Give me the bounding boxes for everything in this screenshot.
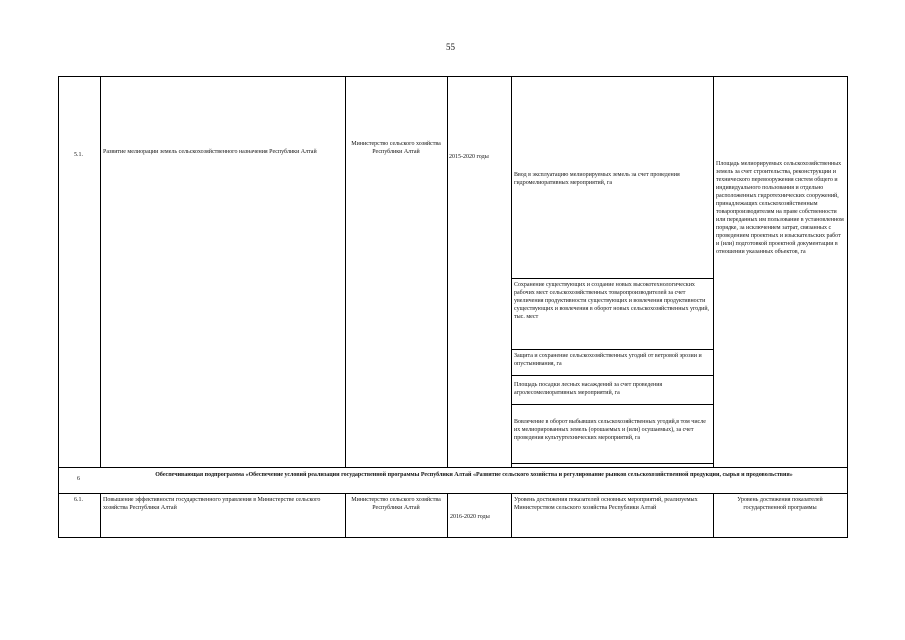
rule (713, 493, 714, 537)
rule (58, 76, 847, 77)
rule (511, 404, 713, 405)
event-name: Развитие мелиорации земель сельскохозяйственного назначения Республики Алтай (103, 149, 317, 155)
rule (511, 76, 512, 467)
indicator: Площадь посадки лесных насаждений за счет проведения агролесомелиоративных мероприятий, га (514, 382, 663, 396)
rule (511, 375, 713, 376)
rule (58, 76, 59, 538)
subprogram-title: Обеспечивающая подпрограмма «Обеспечение условий реализации государственной программы Республики Алтай «Развитие сельского хозяйства и регулирование рынков сельскохозяйственной продукции, сырья и продовольствия» (155, 472, 793, 478)
indicator: Ввод в эксплуатацию мелиорируемых земель за счет проведения гидромелиоративных мероприятий, га (514, 172, 680, 186)
period: 2016-2020 годы (450, 514, 490, 520)
executor: Министерство сельского хозяйства Республики Алтай (351, 497, 441, 511)
executor: Министерство сельского хозяйства Республики Алтай (351, 141, 441, 155)
rule (511, 349, 713, 350)
rule (511, 463, 713, 464)
rule (58, 493, 847, 494)
row-number: 6 (77, 476, 80, 482)
period: 2015-2020 годы (449, 154, 489, 160)
rule (100, 493, 101, 537)
row-number: 6.1. (74, 497, 83, 503)
rule (447, 76, 448, 467)
rule (713, 76, 714, 467)
indicator: Сохранение существующих и создание новых высокотехнологических рабочих мест сельскохозяйственных товаропроизводителей за счет увеличения продуктивности существующих и вовлечения продуктивности существующих и вовлечения в оборот новых сельскохозяйственных угодий, тыс. мест (514, 282, 710, 320)
rule (847, 76, 848, 538)
rule (58, 467, 847, 468)
indicator: Защита и сохранение сельскохозяйственных угодий от ветровой эрозии и опустынивания, га (514, 353, 702, 367)
event-name: Повышение эффективности государственного управления в Министерстве сельского хозяйства Республики Алтай (103, 497, 321, 511)
rule (345, 76, 346, 467)
rule (511, 278, 713, 279)
indicator: Вовлечение в оборот выбывших сельскохозяйственных угодий,в том числе их мелиорированных земель (орошаемых и (или) осушаемых), за счет проведения культуртехнических мероприятий, га (514, 419, 706, 441)
rule (447, 493, 448, 537)
rule (345, 493, 346, 537)
indicator: Уровень достижения показателей основных мероприятий, реализуемых Министерством сельского хозяйства Республики Алтай (514, 497, 698, 511)
result-indicator: Площадь мелиорируемых сельскохозяйственных земель за счет строительства, реконструкции и технического перевооружения систем общего и индивидуального пользования и отдельно расположенных гидротехнических сооружений, принадлежащих сельскохозяйственным товаропроизводителям на праве собственности или переданных им пользование в установленном порядке, за исключением затрат, связанных с проведением проектных и изыскательских работ и (или) подготовкой проектной документации в отношении указанных объектов, га (716, 161, 844, 255)
row-number: 5.1. (74, 152, 83, 158)
rule (58, 537, 847, 538)
rule (100, 76, 101, 467)
result-indicator: Уровень достижения показателей государственной программы (737, 497, 823, 511)
page-number: 55 (446, 42, 455, 52)
